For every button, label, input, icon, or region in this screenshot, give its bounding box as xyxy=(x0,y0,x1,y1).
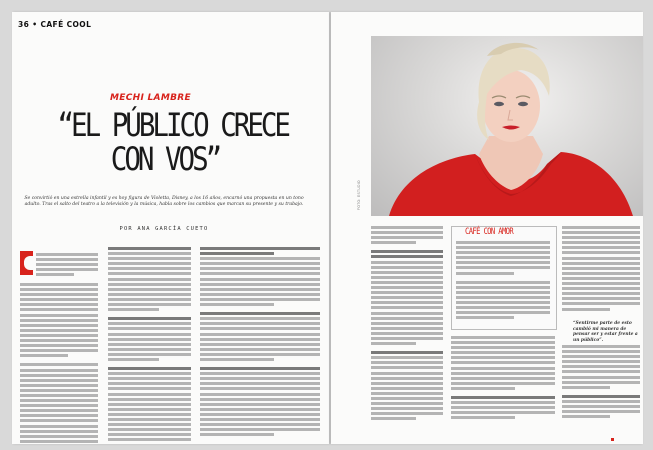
end-mark xyxy=(611,438,614,441)
article-headline xyxy=(57,106,288,178)
headline-line-2: CON VOS” xyxy=(110,140,220,178)
portrait-photo xyxy=(371,36,643,216)
portrait-illustration xyxy=(371,36,643,216)
interviewee-name: MECHI LAMBRE xyxy=(110,93,191,103)
sidebar-text xyxy=(456,241,550,325)
body-column-2 xyxy=(108,247,191,441)
body-column-1b xyxy=(20,283,98,443)
pull-quote: “Sentirme parte de esto cambió mi manera de pensar ser y estar frente a un público”. xyxy=(573,321,638,343)
article-dek: Se convirtió en una estrella infantil y es hoy figura de Violetta, Disney, a los 16 años, encarnó una propuesta en un tono adulto. Tras el salto del teatro a la televisión y la música, habla sobre los cambios que marcan su presente y su trabajo. xyxy=(24,196,304,208)
right-column-3b xyxy=(562,345,640,440)
right-column-1 xyxy=(371,226,443,440)
right-column-2 xyxy=(451,336,555,440)
headline-line-1: “EL PÚBLICO CRECE xyxy=(57,106,288,144)
sidebar-title: CAFÉ CON AMOR xyxy=(465,227,514,237)
byline: POR ANA GARCÍA CUETO xyxy=(119,226,209,232)
page-folio: 36 • CAFÉ COOL xyxy=(18,20,92,29)
body-column-3 xyxy=(200,247,320,441)
drop-cap xyxy=(20,251,33,275)
photo-credit: FOTO: ESTUDIO xyxy=(357,180,361,210)
body-column-1 xyxy=(36,253,98,283)
right-column-3 xyxy=(562,226,640,318)
